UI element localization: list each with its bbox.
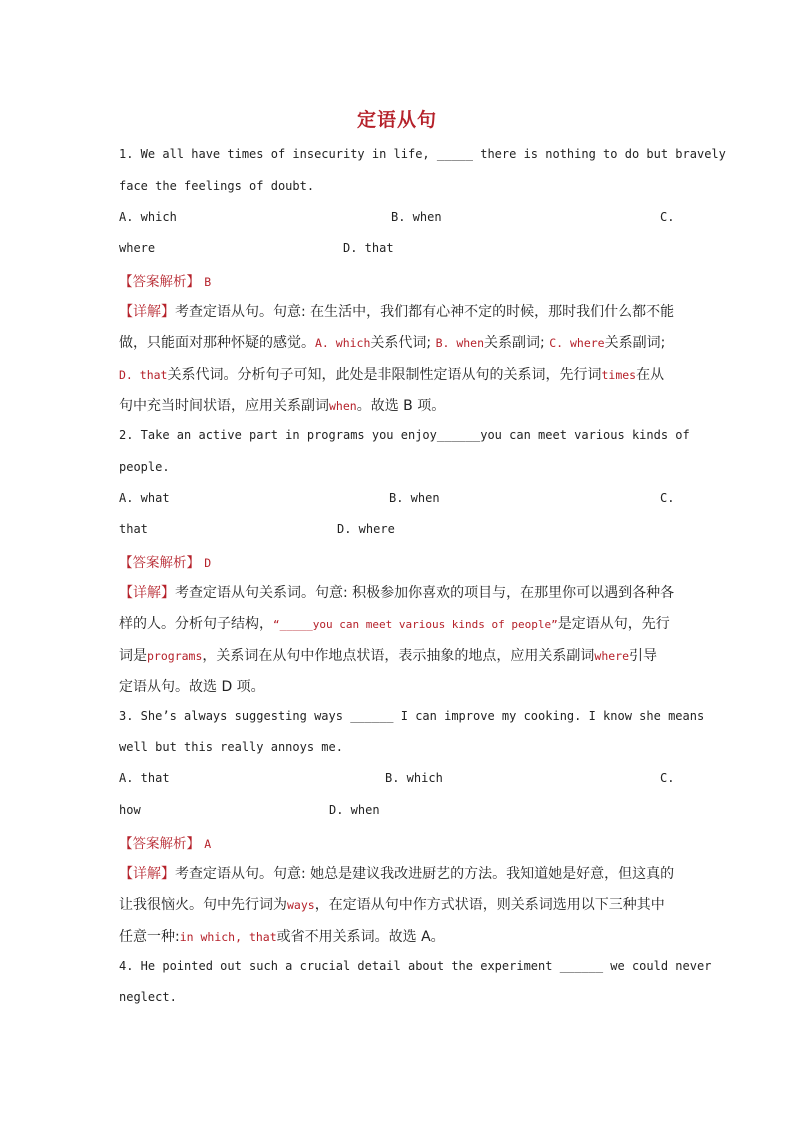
answer-label: 【答案解析】 — [119, 274, 200, 290]
question-3-answer — [119, 832, 211, 852]
question-3-text-line-1: 3. She’s always suggesting ways ______ I can improve my cooking. I know she means — [119, 709, 705, 723]
question-2-detail-line-2: 样的人。分析句子结构，“_____you can meet various kinds of people”是定语从句，先行 — [119, 616, 670, 632]
answer-label: 【答案解析】 — [119, 555, 200, 571]
page-title: 定语从句 — [356, 109, 437, 131]
question-3-text-line-2: well but this really annoys me. — [119, 740, 343, 754]
question-2-text-line-1: 2. Take an active part in programs you enjoy______you can meet various kinds of — [119, 428, 690, 442]
question-2-option-c-word: that — [119, 522, 148, 536]
question-2-option-c-label: C. — [660, 491, 675, 505]
question-1-option-a: A. which — [119, 210, 177, 224]
question-2-text-line-2: people. — [119, 460, 170, 474]
question-1-text-line-2: face the feelings of doubt. — [119, 179, 315, 193]
answer-label: 【答案解析】 — [119, 836, 200, 852]
question-2-detail-line-4: 定语从句。故选 D 项。 — [119, 679, 265, 695]
question-3-option-d: D. when — [329, 803, 380, 817]
question-4-text-line-2: neglect. — [119, 990, 177, 1004]
detail-label: 【详解】 — [119, 866, 175, 882]
question-1-option-d: D. that — [343, 241, 394, 255]
answer-value: B — [204, 275, 212, 289]
question-3-detail-line-1: 【详解】考查定语从句。句意: 她总是建议我改进厨艺的方法。我知道她是好意，但这真的 — [119, 866, 675, 882]
question-2-option-a: A. what — [119, 491, 170, 505]
question-3-option-b: B. which — [385, 771, 443, 785]
question-4-text-line-1: 4. He pointed out such a crucial detail about the experiment ______ we could never — [119, 959, 712, 973]
question-3-option-c-label: C. — [660, 771, 675, 785]
question-2-detail-line-3: 词是programs，关系词在从句中作地点状语，表示抽象的地点，应用关系副词where引导 — [119, 648, 658, 664]
detail-label: 【详解】 — [119, 304, 175, 320]
question-3-detail-line-3: 任意一种:in which, that或省不用关系词。故选 A。 — [119, 929, 445, 945]
question-1-text-line-1: 1. We all have times of insecurity in life, _____ there is nothing to do but bravely — [119, 147, 726, 161]
question-1-detail-line-1: 【详解】考查定语从句。句意: 在生活中，我们都有心神不定的时候，那时我们什么都不能 — [119, 304, 675, 320]
question-1-answer — [119, 270, 211, 290]
question-1-option-b: B. when — [391, 210, 442, 224]
question-1-option-c-word: where — [119, 241, 156, 255]
question-2-option-b: B. when — [389, 491, 440, 505]
question-1-detail-line-2: 做，只能面对那种怀疑的感觉。A. which关系代词; B. when关系副词; C. where关系副词; — [119, 335, 666, 351]
question-3-option-c-word: how — [119, 803, 141, 817]
question-1-option-c-label: C. — [660, 210, 675, 224]
question-2-option-d: D. where — [337, 522, 395, 536]
question-3-option-a: A. that — [119, 771, 170, 785]
answer-value: A — [204, 837, 212, 851]
question-3-detail-line-2: 让我很恼火。句中先行词为ways，在定语从句中作方式状语，则关系词选用以下三种其中 — [119, 897, 665, 913]
detail-label: 【详解】 — [119, 585, 175, 601]
question-1-detail-line-3: D. that关系代词。分析句子可知，此处是非限制性定语从句的关系词，先行词times在从 — [119, 367, 665, 383]
question-1-detail-line-4: 句中充当时间状语，应用关系副词when。故选 B 项。 — [119, 398, 446, 414]
answer-value: D — [204, 556, 212, 570]
question-2-detail-line-1: 【详解】考查定语从句关系词。句意: 积极参加你喜欢的项目与，在那里你可以遇到各种各 — [119, 585, 675, 601]
question-2-answer — [119, 551, 211, 571]
